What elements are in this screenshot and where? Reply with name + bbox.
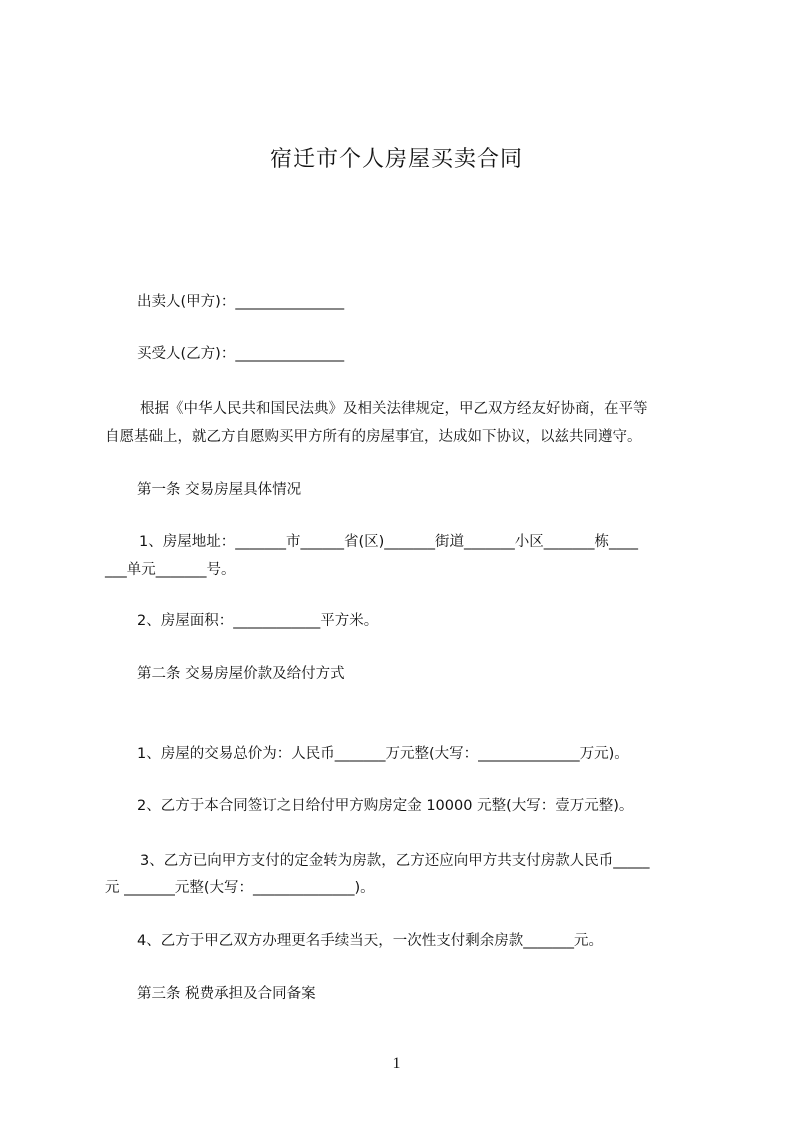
page-number: 1: [392, 1055, 401, 1072]
article-1-item-1-line-2: ___单元_______号。: [105, 562, 236, 578]
article-3-heading: 第三条 税费承担及合同备案: [137, 986, 316, 1002]
seller-line: 出卖人(甲方)：_______________: [137, 294, 345, 310]
article-1-item-1-line-1: 1、房屋地址：_______市______省(区)_______街道_______小区_______栋____: [139, 534, 639, 550]
article-2-item-1: 1、房屋的交易总价为：人民币_______万元整(大写：______________万元)。: [137, 746, 629, 762]
article-1-item-2: 2、房屋面积：____________平方米。: [137, 613, 379, 629]
intro-paragraph-line-2: 自愿基础上，就乙方自愿购买甲方所有的房屋事宜，达成如下协议，以兹共同遵守。: [105, 429, 642, 445]
article-2-item-4: 4、乙方于甲乙双方办理更名手续当天，一次性支付剩余房款_______元。: [137, 933, 603, 949]
document-title: 宿迁市个人房屋买卖合同: [269, 147, 523, 172]
intro-paragraph-line-1: 根据《中华人民共和国民法典》及相关法律规定，甲乙双方经友好协商，在平等: [140, 401, 648, 417]
article-2-item-3-line-2: 元 _______元整(大写：______________)。: [105, 880, 375, 896]
article-2-item-2: 2、乙方于本合同签订之日给付甲方购房定金 10000 元整(大写：壹万元整)。: [137, 798, 634, 814]
article-2-heading: 第二条 交易房屋价款及给付方式: [137, 666, 345, 682]
article-1-heading: 第一条 交易房屋具体情况: [137, 482, 302, 498]
buyer-line: 买受人(乙方)：_______________: [137, 346, 345, 362]
article-2-item-3-line-1: 3、乙方已向甲方支付的定金转为房款，乙方还应向甲方共支付房款人民币_____: [140, 853, 650, 869]
